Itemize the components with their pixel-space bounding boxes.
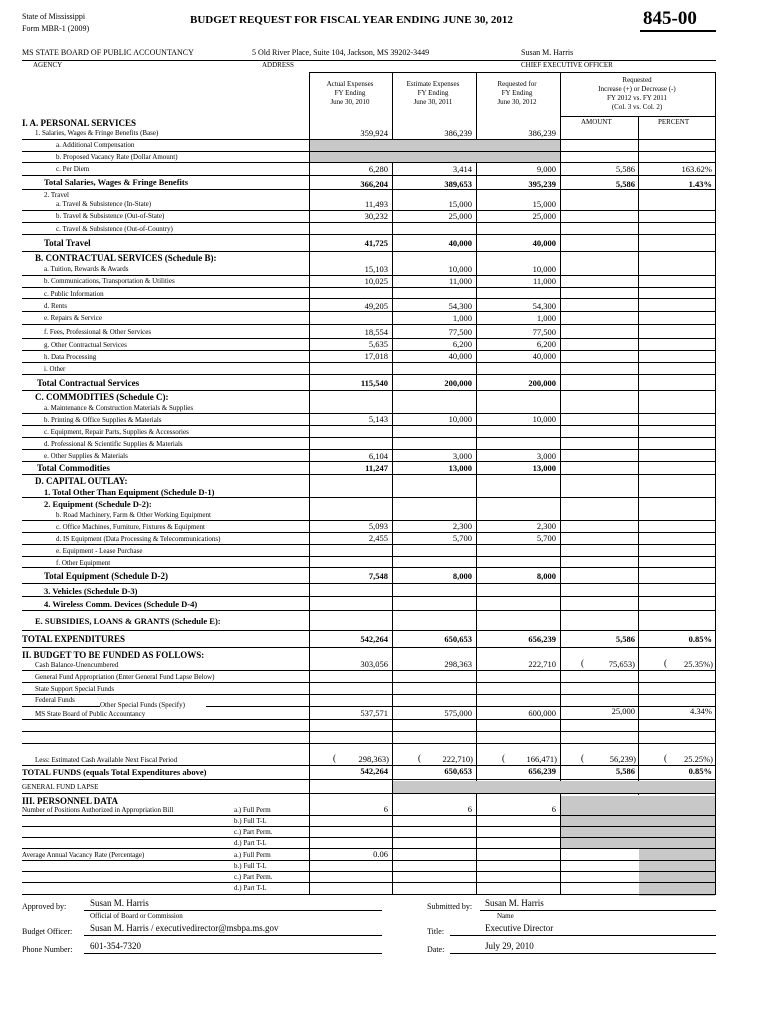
cell-estimate: 200,000	[444, 378, 472, 388]
budget-officer-label: Budget Officer:	[22, 927, 73, 936]
cell-estimate: 6,200	[452, 339, 472, 349]
cell-estimate: 77,500	[448, 327, 472, 337]
cell-estimate: 1,000	[452, 313, 472, 323]
cell-estimate: 3,414	[452, 164, 472, 174]
cell-actual: 17,018	[364, 351, 388, 361]
paren-open: (	[664, 753, 667, 763]
cell-estimate: 40,000	[448, 238, 472, 248]
cell-requested: 3,000	[536, 451, 556, 461]
row-capital-equipment: 2. Equipment (Schedule D-2):	[44, 499, 152, 509]
row-label: State Support Special Funds	[35, 685, 115, 693]
position-type: d.) Part T-L	[234, 839, 267, 847]
cell-amount: 5,586	[615, 634, 635, 644]
cell-amount: 5,586	[615, 164, 635, 174]
row-label: b. Travel & Subsistence (Out-of-State)	[56, 212, 165, 220]
cell-estimate: 40,000	[448, 351, 472, 361]
form-number: Form MBR-1 (2009)	[22, 24, 90, 33]
approved-label: Approved by:	[22, 902, 67, 911]
cell-actual: 298,363)	[358, 754, 389, 764]
cell-requested: 25,000	[532, 211, 556, 221]
row-wireless: 4. Wireless Comm. Devices (Schedule D-4)	[44, 599, 198, 609]
cell-actual: 5,093	[368, 521, 388, 531]
row-total-travel: Total Travel	[44, 238, 91, 248]
row-label: b. Proposed Vacancy Rate (Dollar Amount)	[56, 153, 178, 161]
budget-officer-value: Susan M. Harris / executivedirector@msbpa.ms.gov	[90, 923, 279, 933]
col-header-requested: Requested for FY Ending June 30, 2012	[497, 80, 537, 106]
cell-actual: 6	[383, 804, 388, 814]
cell-estimate: 10,000	[448, 414, 472, 424]
agency-address: 5 Old River Place, Suite 104, Jackson, MS 39202-3449	[252, 48, 430, 57]
date-value: July 29, 2010	[485, 941, 534, 951]
cell-requested: 222,710	[528, 659, 556, 669]
cell-estimate: 10,000	[448, 264, 472, 274]
paren-open: (	[664, 658, 667, 668]
cell-amount: 5,586	[615, 179, 635, 189]
cell-amount: 25,000	[611, 706, 635, 716]
agency-name: MS STATE BOARD OF PUBLIC ACCOUNTANCY	[22, 48, 194, 57]
submitted-label: Submitted by:	[427, 902, 473, 911]
submitted-sub: Name	[497, 912, 514, 920]
cell-estimate: 6	[467, 804, 472, 814]
row-label: e. Repairs & Service	[44, 314, 102, 322]
row-label: b. Printing & Office Supplies & Materials	[44, 416, 162, 424]
cell-requested: 166,471)	[526, 754, 557, 764]
paren-open: (	[581, 753, 584, 763]
cell-actual: 11,493	[364, 199, 388, 209]
submitted-value: Susan M. Harris	[485, 898, 544, 908]
paren-open: (	[418, 753, 421, 763]
cell-estimate: 25,000	[448, 211, 472, 221]
cell-percent: 25.35%)	[683, 659, 713, 669]
section-subsidies: E. SUBSIDIES, LOANS & GRANTS (Schedule E):	[35, 616, 221, 626]
cell-estimate: 5,700	[452, 533, 472, 543]
cell-requested: 656,239	[528, 634, 556, 644]
cell-requested: 1,000	[536, 313, 556, 323]
cell-amount: 75,653)	[608, 659, 635, 669]
cell-requested: 10,000	[532, 414, 556, 424]
cell-actual: 30,232	[364, 211, 388, 221]
ceo-name: Susan M. Harris	[521, 48, 574, 57]
cell-estimate: 389,653	[444, 179, 472, 189]
cell-estimate: 15,000	[448, 199, 472, 209]
cell-estimate: 386,239	[444, 128, 472, 138]
cell-actual: 15,103	[364, 264, 388, 274]
row-label: c. Equipment, Repair Parts, Supplies & Accessories	[44, 428, 189, 436]
position-type: b.) Full T-L	[234, 862, 267, 870]
cell-estimate: 54,300	[448, 301, 472, 311]
cell-estimate: 575,000	[444, 708, 472, 718]
paren-open: (	[502, 753, 505, 763]
position-type: a.) Full Perm	[234, 851, 271, 859]
title-value: Executive Director	[485, 923, 554, 933]
row-total-salaries: Total Salaries, Wages & Fringe Benefits	[44, 177, 189, 187]
position-type: a.) Full Perm	[234, 806, 271, 814]
col-header-actual: Actual Expenses FY Ending June 30, 2010	[326, 80, 374, 106]
row-label: General Fund Appropriation (Enter General Fund Lapse Below)	[35, 673, 215, 681]
paren-open: (	[581, 658, 584, 668]
row-label: b. Communications, Transportation & Utilities	[44, 277, 175, 285]
title-label: Title:	[427, 927, 445, 936]
date-label: Date:	[427, 945, 445, 954]
cell-requested: 386,239	[528, 128, 556, 138]
cell-actual: 0.06	[373, 849, 388, 859]
row-capital-other: 1. Total Other Than Equipment (Schedule D-1)	[44, 487, 215, 497]
cell-requested: 6,200	[536, 339, 556, 349]
row-label: Cash Balance-Unencumbered	[35, 661, 119, 669]
section-personnel: III. PERSONNEL DATA	[22, 796, 118, 806]
section-personal-services: I. A. PERSONAL SERVICES	[22, 118, 136, 128]
col-header-amount: AMOUNT	[581, 118, 612, 126]
paren-open: (	[333, 753, 336, 763]
row-label: GENERAL FUND LAPSE	[22, 783, 99, 791]
cell-actual: 11,247	[365, 463, 388, 473]
approved-value: Susan M. Harris	[90, 898, 149, 908]
row-label: a. Travel & Subsistence (In-State)	[56, 200, 152, 208]
cell-amount: 56,239)	[609, 754, 636, 764]
cell-requested: 9,000	[536, 164, 556, 174]
cell-actual: 303,056	[360, 659, 388, 669]
col-header-estimate: Estimate Expenses FY Ending June 30, 2011	[406, 80, 460, 106]
agency-label: AGENCY	[33, 61, 63, 69]
cell-actual: 10,025	[364, 276, 388, 286]
cell-estimate: 650,653	[444, 766, 472, 776]
cell-requested: 10,000	[532, 264, 556, 274]
cell-estimate: 650,653	[444, 634, 472, 644]
cell-requested: 2,300	[536, 521, 556, 531]
cell-actual: 6,104	[368, 451, 388, 461]
row-label: Less: Estimated Cash Available Next Fiscal Period	[35, 756, 178, 764]
cell-requested: 200,000	[528, 378, 556, 388]
cell-amount: 5,586	[615, 766, 635, 776]
row-label: Number of Positions Authorized in Appropriation Bill	[22, 806, 174, 814]
cell-requested: 8,000	[536, 571, 556, 581]
cell-actual: 7,548	[368, 571, 388, 581]
ceo-label: CHIEF EXECUTIVE OFFICER	[521, 61, 613, 69]
cell-actual: 49,205	[364, 301, 388, 311]
cell-requested: 77,500	[532, 327, 556, 337]
approved-sub: Official of Board or Commission	[90, 912, 183, 920]
cell-actual: 366,204	[360, 179, 388, 189]
row-label: d. Rents	[44, 302, 67, 310]
row-total-equipment: Total Equipment (Schedule D-2)	[44, 571, 168, 581]
phone-value: 601-354-7320	[90, 941, 141, 951]
cell-requested: 6	[551, 804, 556, 814]
row-label: f. Fees, Professional & Other Services	[44, 328, 152, 336]
state-name: State of Mississippi	[22, 12, 86, 21]
section-contractual: B. CONTRACTUAL SERVICES (Schedule B):	[35, 253, 217, 263]
cell-actual: 359,924	[360, 128, 388, 138]
position-type: d.) Part T-L	[234, 884, 267, 892]
row-label: a. Tuition, Rewards & Awards	[44, 265, 129, 273]
row-label: h. Data Processing	[44, 353, 97, 361]
cell-estimate: 3,000	[452, 451, 472, 461]
cell-actual: 2,455	[368, 533, 388, 543]
cell-estimate: 2,300	[452, 521, 472, 531]
cell-actual: 6,280	[368, 164, 388, 174]
row-label: b. Road Machinery, Farm & Other Working Equipment	[56, 511, 211, 519]
cell-actual: 41,725	[364, 238, 388, 248]
row-label: d. Professional & Scientific Supplies & Materials	[44, 440, 183, 448]
row-total-funds: TOTAL FUNDS (equals Total Expenditures above)	[22, 767, 207, 777]
row-label: Other Special Funds (Specify)	[100, 701, 185, 709]
row-label: c. Office Machines, Furniture, Fixtures & Equipment	[56, 523, 205, 531]
cell-requested: 395,239	[528, 179, 556, 189]
cell-requested: 656,239	[528, 766, 556, 776]
row-label: g. Other Contractual Services	[44, 341, 127, 349]
cell-estimate: 11,000	[448, 276, 472, 286]
row-label: a. Additional Compensation	[56, 141, 135, 149]
cell-percent: 0.85%	[688, 634, 712, 644]
cell-requested: 54,300	[532, 301, 556, 311]
cell-requested: 11,000	[532, 276, 556, 286]
cell-actual: 542,264	[360, 634, 388, 644]
row-label: i. Other	[44, 365, 66, 373]
cell-requested: 13,000	[532, 463, 556, 473]
cell-requested: 40,000	[532, 238, 556, 248]
row-total-commodities: Total Commodities	[37, 463, 110, 473]
position-type: b.) Full T-L	[234, 817, 267, 825]
cell-actual: 5,143	[368, 414, 388, 424]
row-label: e. Equipment - Lease Purchase	[56, 547, 143, 555]
cell-actual: 115,540	[360, 378, 388, 388]
cell-estimate: 298,363	[444, 659, 472, 669]
row-vehicles: 3. Vehicles (Schedule D-3)	[44, 586, 138, 596]
row-label: Federal Funds	[35, 696, 75, 704]
cell-percent: 4.34%	[690, 706, 712, 716]
phone-label: Phone Number:	[22, 945, 73, 954]
row-label: a. Maintenance & Construction Materials & Supplies	[44, 404, 194, 412]
row-total-contractual: Total Contractual Services	[37, 378, 140, 388]
agency-code: 845-00	[643, 8, 697, 29]
col-header-change: Requested Increase (+) or Decrease (-) FY 2012 vs. FY 2011 (Col. 3 vs. Col. 2)	[598, 76, 676, 111]
form-title: BUDGET REQUEST FOR FISCAL YEAR ENDING JUNE 30, 2012	[190, 14, 513, 26]
position-type: c.) Part Perm.	[234, 873, 273, 881]
cell-requested: 5,700	[536, 533, 556, 543]
row-label: 2. Travel	[44, 191, 69, 199]
row-label: e. Other Supplies & Materials	[44, 452, 128, 460]
section-capital-outlay: D. CAPITAL OUTLAY:	[35, 476, 128, 486]
cell-requested: 40,000	[532, 351, 556, 361]
cell-requested: 600,000	[528, 708, 556, 718]
cell-requested: 15,000	[532, 199, 556, 209]
row-total-expenditures: TOTAL EXPENDITURES	[22, 634, 125, 644]
cell-percent: 163.62%	[681, 164, 712, 174]
cell-estimate: 8,000	[452, 571, 472, 581]
cell-actual: 18,554	[364, 327, 388, 337]
cell-percent: 1.43%	[688, 179, 712, 189]
row-label: 1. Salaries, Wages & Fringe Benefits (Base)	[35, 129, 159, 137]
row-label: f. Other Equipment	[56, 559, 111, 567]
cell-percent: 0.85%	[688, 766, 712, 776]
section-funded: II. BUDGET TO BE FUNDED AS FOLLOWS:	[22, 650, 205, 660]
col-header-percent: PERCENT	[658, 118, 690, 126]
row-label: d. IS Equipment (Data Processing & Telecommunications)	[56, 535, 221, 543]
cell-actual: 5,635	[368, 339, 388, 349]
row-label: c. Per Diem	[56, 165, 90, 173]
row-label: c. Public Information	[44, 290, 104, 298]
cell-actual: 537,571	[360, 708, 388, 718]
row-label: c. Travel & Subsistence (Out-of-Country)	[56, 225, 173, 233]
row-label: MS State Board of Public Accountancy	[35, 710, 146, 718]
section-commodities: C. COMMODITIES (Schedule C):	[35, 392, 169, 402]
cell-actual: 542,264	[360, 766, 388, 776]
address-label: ADDRESS	[262, 61, 294, 69]
cell-estimate: 13,000	[448, 463, 472, 473]
cell-estimate: 222,710)	[442, 754, 473, 764]
cell-percent: 25.25%)	[683, 754, 713, 764]
position-type: c.) Part Perm.	[234, 828, 273, 836]
row-label: Average Annual Vacancy Rate (Percentage)	[22, 851, 145, 859]
